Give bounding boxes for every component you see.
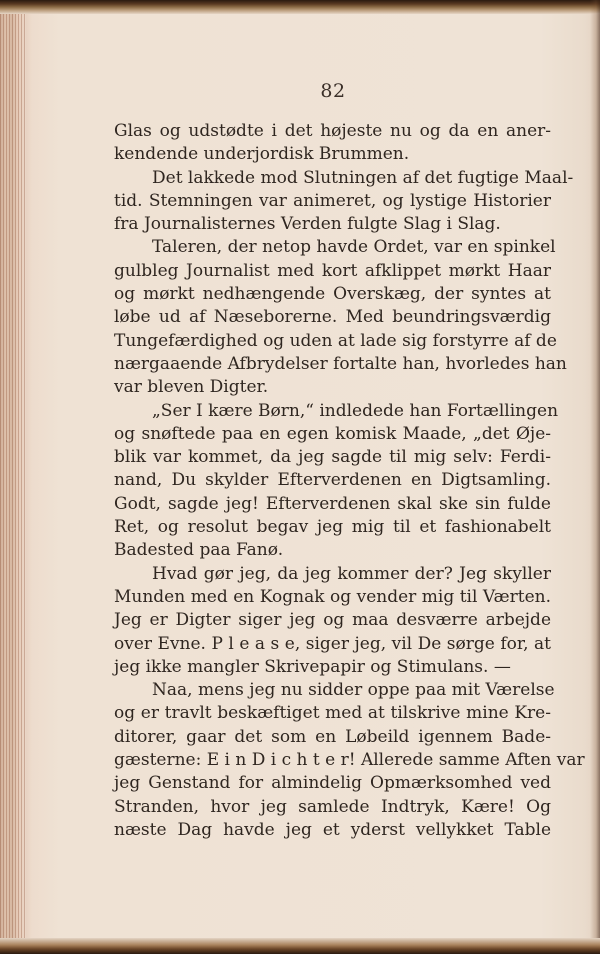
text-line: ditorer, gaar det som en Løbeild igennem Bade- xyxy=(114,726,551,747)
text-line: næste Dag havde jeg et yderst vellykket Table xyxy=(114,819,551,840)
text-line: gulbleg Journalist med kort afklippet mørkt Haar xyxy=(114,260,551,281)
text-line: fra Journalisternes Verden fulgte Slag i Slag. xyxy=(114,214,501,235)
stacked-page-edges xyxy=(0,14,26,938)
book-binding-top xyxy=(0,0,600,14)
text-line: nærgaaende Afbrydelser fortalte han, hvorledes han xyxy=(114,353,567,374)
page-number: 82 xyxy=(320,80,346,102)
text-line: over Evne. P l e a s e, siger jeg, vil De sørge for, at xyxy=(114,633,551,654)
text-line: Taleren, der netop havde Ordet, var en spinkel xyxy=(152,237,556,258)
text-line: gæsterne: E i n D i c h t e r! Allerede samme Aften var xyxy=(114,750,585,771)
text-line: løbe ud af Næseborerne. Med beundringsværdig xyxy=(114,307,551,328)
text-line: blik var kommet, da jeg sagde til mig selv: Ferdi- xyxy=(114,447,551,468)
text-line: Glas og udstødte i det højeste nu og da en aner- xyxy=(114,121,551,141)
text-line: Godt, sagde jeg! Efterverdenen skal ske sin fulde xyxy=(114,493,551,514)
body-text xyxy=(114,120,585,842)
text-line: kendende underjordisk Brummen. xyxy=(114,144,410,165)
text-line: nand, Du skylder Efterverdenen en Digtsamling. xyxy=(114,470,551,491)
text-line: Stranden, hvor jeg samlede Indtryk, Kære! Og xyxy=(114,796,551,817)
text-line: Naa, mens jeg nu sidder oppe paa mit Værelse xyxy=(152,680,555,701)
text-line: Hvad gør jeg, da jeg kommer der? Jeg skyller xyxy=(152,563,551,584)
text-line: Badested paa Fanø. xyxy=(114,540,284,561)
text-line: Ret, og resolut begav jeg mig til et fashionabelt xyxy=(114,517,551,538)
text-line: jeg Genstand for almindelig Opmærksomhed ved xyxy=(114,773,551,794)
text-line: tid. Stemningen var animeret, og lystige Historier xyxy=(114,190,551,211)
text-line: Jeg er Digter siger jeg og maa desværre arbejde xyxy=(114,610,551,631)
text-line: Det lakkede mod Slutningen af det fugtige Maal- xyxy=(152,167,574,188)
book-binding-right xyxy=(590,0,600,954)
text-line: og snøftede paa en egen komisk Maade, „det Øje- xyxy=(114,423,551,444)
text-line: Munden med en Kognak og vender mig til Værten. xyxy=(114,586,551,607)
text-line: jeg ikke mangler Skrivepapir og Stimulans. — xyxy=(114,656,511,677)
text-line: og er travlt beskæftiget med at tilskrive mine Kre- xyxy=(114,703,551,724)
text-line: Tungefærdighed og uden at lade sig forstyrre af de xyxy=(114,330,557,351)
text-line: „Ser I kære Børn,“ indledede han Fortællingen xyxy=(152,400,559,421)
text-line: og mørkt nedhængende Overskæg, der syntes at xyxy=(114,284,551,305)
book-binding-bottom xyxy=(0,938,600,954)
text-line: var bleven Digter. xyxy=(114,377,269,398)
